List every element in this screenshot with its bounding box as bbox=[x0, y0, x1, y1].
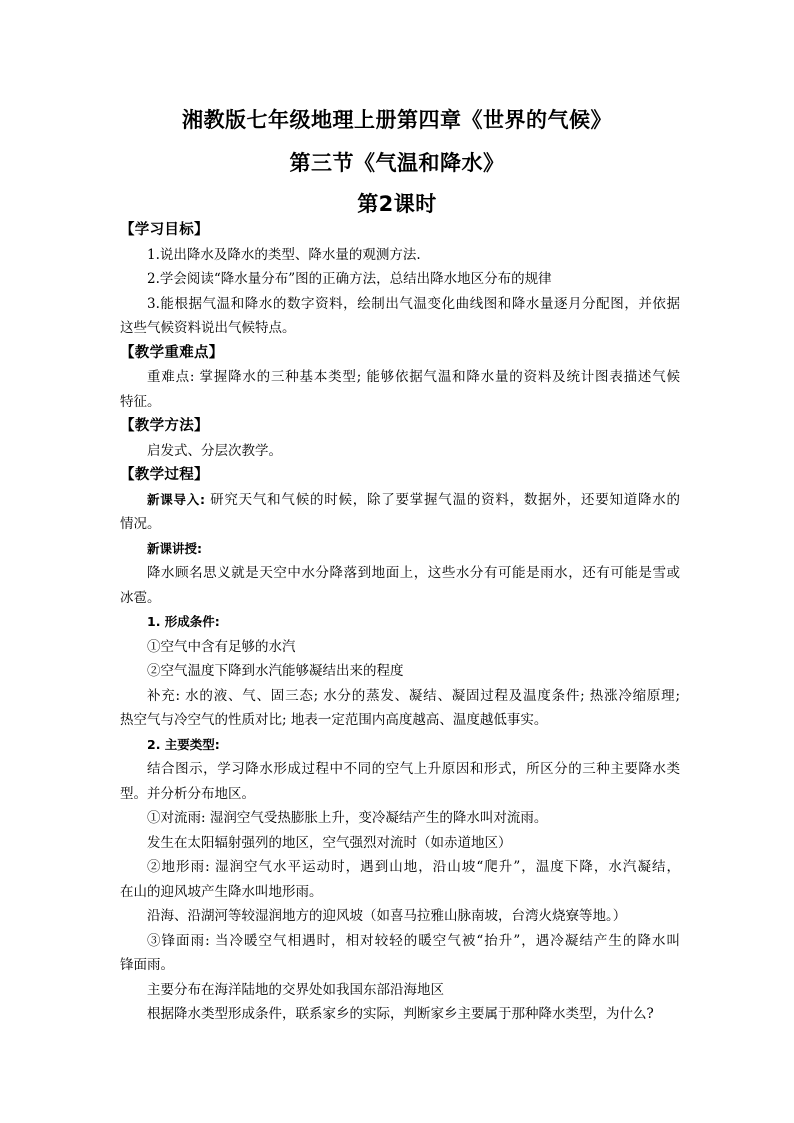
goal-item-3: 3.能根据气温和降水的数字资料，绘制出气温变化曲线图和降水量逐月分配图，并依据 bbox=[147, 295, 680, 312]
supplement-text-cont: 热空气与冷空气的性质对比; 地表一定范围内高度越高、温度越低事实。 bbox=[120, 712, 548, 728]
goal-item-3-cont: 这些气候资料说出气候特点。 bbox=[120, 320, 296, 336]
lesson-number: 第2课时 bbox=[357, 192, 437, 216]
process-heading: 【教学过程】 bbox=[120, 467, 209, 483]
document-title: 湘教版七年级地理上册第四章《世界的气候》 bbox=[182, 108, 612, 132]
goal-item-2: 2.学会阅读“降水量分布”图的正确方法，总结出降水地区分布的规律 bbox=[147, 271, 552, 287]
keypoints-text-cont: 特征。 bbox=[120, 393, 161, 410]
lecture-label: 新课讲授: bbox=[147, 540, 202, 556]
intro-text: 研究天气和气候的时候，除了要掌握气温的资料，数据外，还要知道降水的 bbox=[205, 491, 681, 508]
condition-1: ①空气中含有足够的水汽 bbox=[147, 638, 296, 655]
section-title: 第三节《气温和降水》 bbox=[289, 151, 505, 175]
orographic-rain-definition-cont: 在山的迎风坡产生降水叫地形雨。 bbox=[120, 883, 323, 900]
frontal-rain-location: 主要分布在海洋陆地的交界处如我国东部沿海地区 bbox=[147, 981, 444, 998]
goals-heading: 【学习目标】 bbox=[120, 222, 209, 238]
types-intro-cont: 型。并分析分布地区。 bbox=[120, 785, 255, 802]
intro-text-cont: 情况。 bbox=[120, 516, 161, 532]
methods-text: 启发式、分层次教学。 bbox=[147, 442, 282, 459]
orographic-rain-location: 沿海、沿湖河等较湿润地方的迎风坡（如喜马拉雅山脉南坡，台湾火烧寮等地。） bbox=[147, 908, 627, 924]
supplement-text: 补充: 水的液、气、固三态; 水分的蒸发、凝结、凝固过程及温度条件; 热涨冷缩原理; bbox=[147, 687, 680, 704]
condition-2: ②空气温度下降到水汽能够凝结出来的程度 bbox=[147, 663, 404, 679]
frontal-rain-definition-cont: 锋面雨。 bbox=[120, 957, 174, 973]
keypoints-text: 重难点: 掌握降水的三种基本类型; 能够依据气温和降水量的资料及统计图表描述气候 bbox=[147, 369, 680, 385]
document-body bbox=[120, 218, 680, 1027]
section-1-title: 1. 形成条件: bbox=[147, 614, 220, 629]
frontal-rain-definition: ③锋面雨: 当冷暖空气相遇时，相对较轻的暖空气被“抬升”，遇冷凝结产生的降水叫 bbox=[147, 932, 680, 949]
lecture-text-cont: 冰雹。 bbox=[120, 589, 161, 606]
convective-rain-definition: ①对流雨: 湿润空气受热膨胀上升，变冷凝结产生的降水叫对流雨。 bbox=[147, 810, 548, 826]
intro-label: 新课导入: bbox=[147, 491, 206, 507]
methods-heading: 【教学方法】 bbox=[120, 418, 209, 434]
convective-rain-location: 发生在太阳辐射强列的地区，空气强烈对流时（如赤道地区） bbox=[147, 834, 512, 851]
orographic-rain-definition: ②地形雨: 湿润空气水平运动时，遇到山地，沿山坡“爬升”，温度下降，水汽凝结， bbox=[147, 859, 680, 875]
lecture-text: 降水顾名思义就是天空中水分降落到地面上，这些水分有可能是雨水，还有可能是雪或 bbox=[147, 565, 680, 581]
keypoints-heading: 【教学重难点】 bbox=[120, 344, 224, 361]
section-2-title: 2. 主要类型: bbox=[147, 736, 220, 752]
homework-question: 根据降水类型形成条件，联系家乡的实际，判断家乡主要属于那种降水类型，为什么? bbox=[147, 1006, 654, 1022]
goal-item-1: 1.说出降水及降水的类型、降水量的观测方法. bbox=[147, 246, 421, 263]
types-intro: 结合图示，学习降水形成过程中不同的空气上升原因和形式，所区分的三种主要降水类 bbox=[147, 761, 680, 777]
intro-paragraph bbox=[120, 488, 680, 513]
